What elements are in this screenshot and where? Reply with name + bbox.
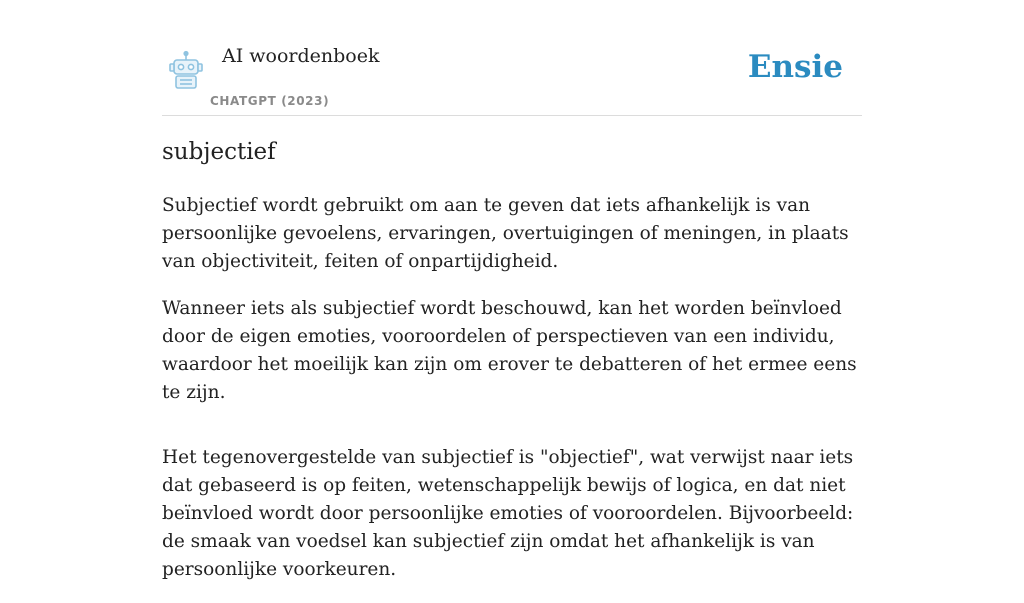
entry-card	[162, 0, 862, 580]
entry-term: subjectief	[162, 139, 276, 165]
source-meta: CHATGPT (2023)	[210, 94, 330, 108]
robot-icon	[165, 50, 207, 92]
source-title[interactable]: AI woordenboek	[222, 45, 380, 67]
definition-paragraph: Wanneer iets als subjectief wordt beschouwd, kan het worden beïnvloed door de eigen emoties, vooroordelen of perspectieven van een individu, waardoor het moeilijk kan zijn om erover te debatteren of het ermee eens te zijn.	[162, 298, 857, 403]
brand-logo[interactable]: Ensie	[747, 49, 843, 85]
entry-body	[162, 192, 862, 603]
entry-header	[162, 0, 862, 116]
definition-paragraph: Subjectief wordt gebruikt om aan te geven dat iets afhankelijk is van persoonlijke gevoelens, ervaringen, overtuigingen of meningen, in plaats van objectiviteit, feiten of onpartijdigheid.	[162, 195, 849, 272]
definition-paragraph: Het tegenovergestelde van subjectief is "objectief", wat verwijst naar iets dat gebaseerd is op feiten, wetenschappelijk bewijs of logica, en dat niet beïnvloed wordt door persoonlijke emoties of vooroordelen. Bijvoorbeeld: de smaak van voedsel kan subjectief zijn omdat het afhankelijk is van persoonlijke voorkeuren.	[162, 447, 854, 580]
